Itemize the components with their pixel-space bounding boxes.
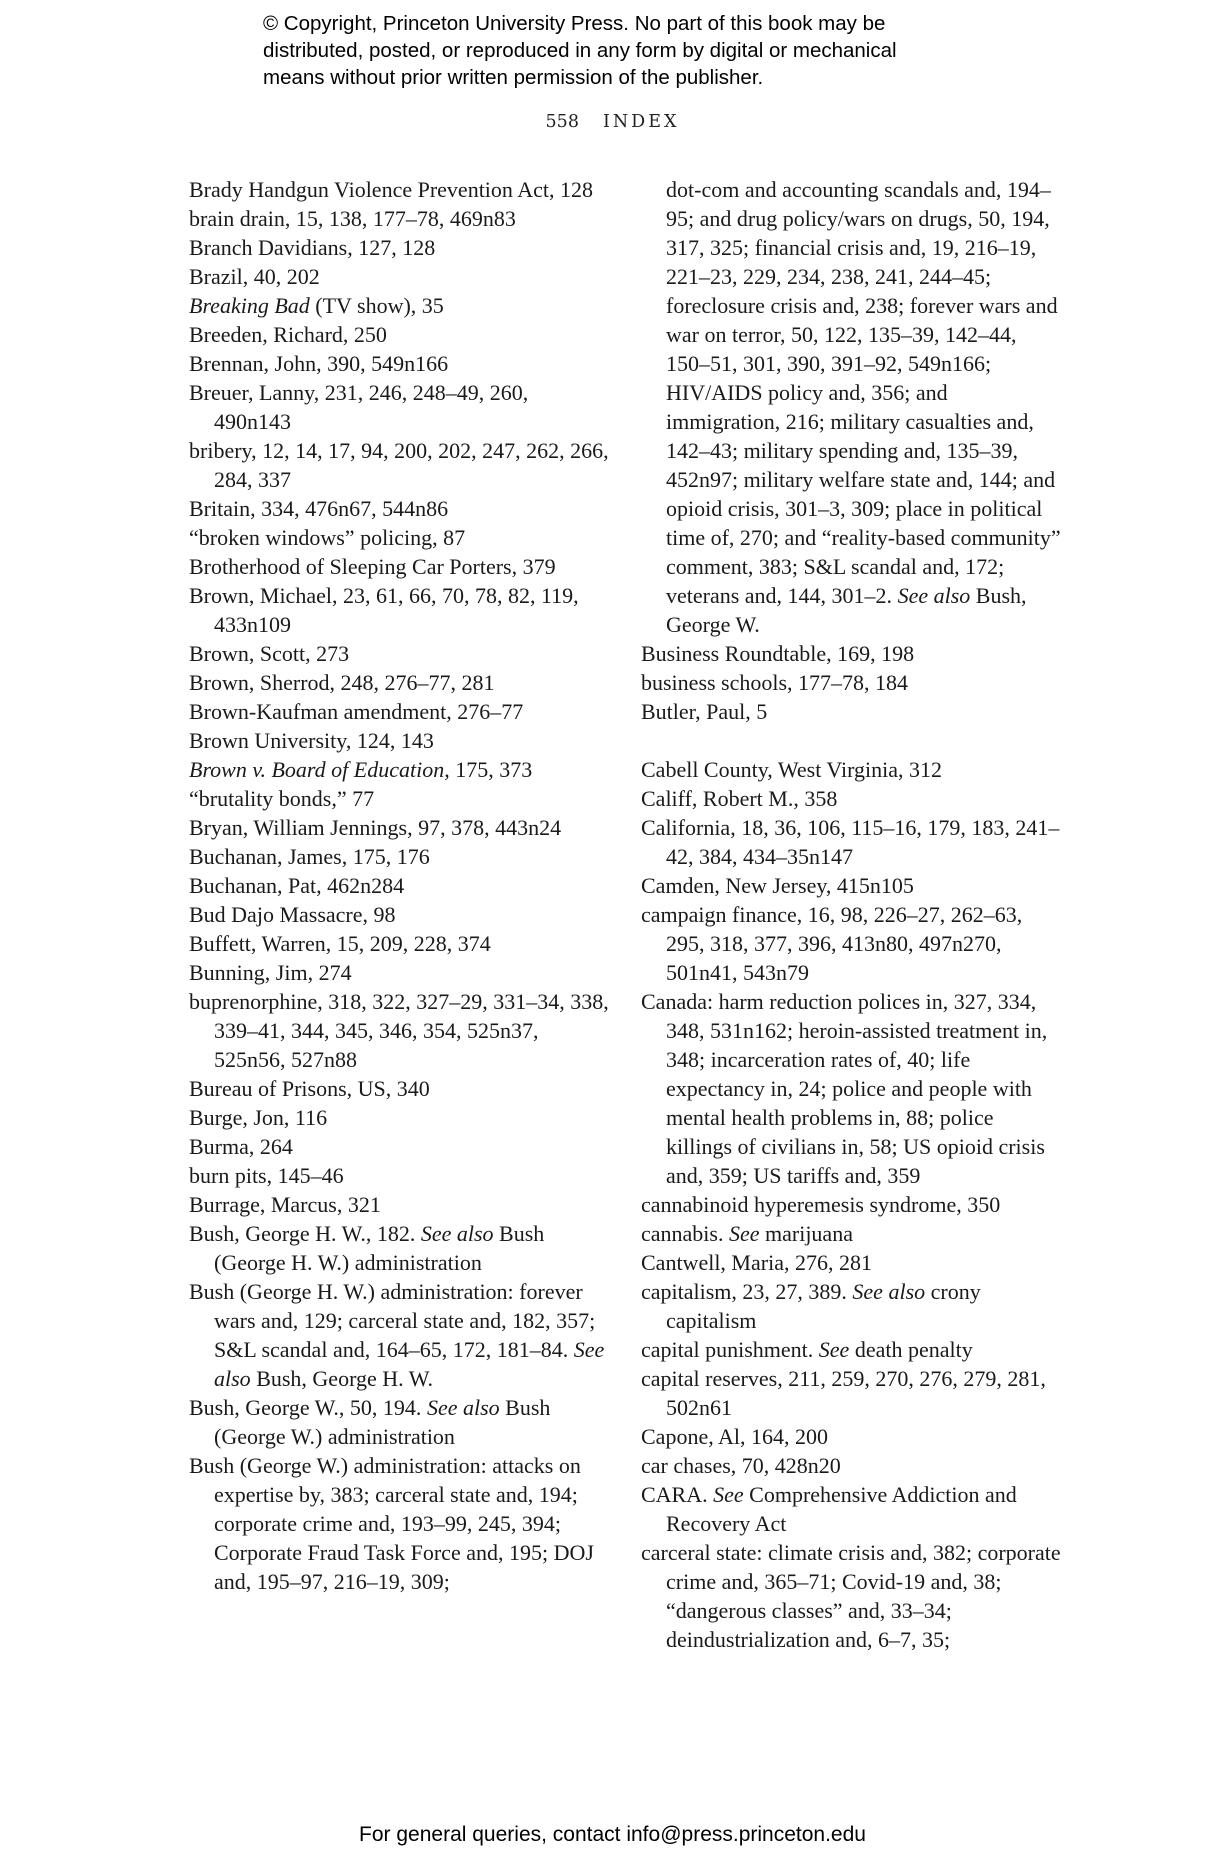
index-entry: Buffett, Warren, 15, 209, 228, 374: [189, 931, 491, 956]
section-title: INDEX: [602, 112, 680, 132]
index-entry: Burrage, Marcus, 321: [189, 1192, 381, 1217]
index-entry: California, 18, 36, 106, 115–16, 179, 183, 241–42, 384, 434–35n147: [641, 815, 1060, 869]
index-column-right: [641, 175, 1061, 1654]
index-entry: Breuer, Lanny, 231, 246, 248–49, 260, 490n143: [189, 380, 529, 434]
index-entry: Brennan, John, 390, 549n166: [189, 351, 449, 376]
index-entry: cannabinoid hyperemesis syndrome, 350: [641, 1192, 1001, 1217]
index-entry: Capone, Al, 164, 200: [641, 1424, 828, 1449]
index-entry: Brazil, 40, 202: [189, 264, 320, 289]
index-entry: capital punishment. See death penalty: [641, 1337, 973, 1362]
index-entry: Branch Davidians, 127, 128: [189, 235, 436, 260]
index-entry: Cabell County, West Virginia, 312: [641, 757, 943, 782]
index-entry: Buchanan, James, 175, 176: [189, 844, 430, 869]
index-entry: car chases, 70, 428n20: [641, 1453, 841, 1478]
index-entry: Bryan, William Jennings, 97, 378, 443n24: [189, 815, 562, 840]
copyright-notice: © Copyright, Princeton University Press. No part of this book may be distributed, posted, or reproduced in any form by digital or mechanical means without prior written permission of the publisher.: [263, 12, 897, 89]
index-entry: Canada: harm reduction polices in, 327, 334, 348, 531n162; heroin-assisted treatment in, 348; incarceration rates of, 40; life expectancy in, 24; police and people with mental health problems in, 88; police killings of civilians in, 58; US opioid crisis and, 359; US tariffs and, 359: [641, 989, 1048, 1188]
index-entry: bribery, 12, 14, 17, 94, 200, 202, 247, 262, 266, 284, 337: [189, 438, 609, 492]
index-entry: Burge, Jon, 116: [189, 1105, 328, 1130]
index-entry: Breeden, Richard, 250: [189, 322, 387, 347]
index-entry: Bureau of Prisons, US, 340: [189, 1076, 430, 1101]
index-entry: “broken windows” policing, 87: [189, 525, 466, 550]
index-entry: “brutality bonds,” 77: [189, 786, 375, 811]
index-entry: dot-com and accounting scandals and, 194–95; and drug policy/wars on drugs, 50, 194, 317, 325; financial crisis and, 19, 216–19, 221–23, 229, 234, 238, 241, 244–45; foreclosure crisis and, 238; forever wars and war on terror, 50, 122, 135–39, 142–44, 150–51, 301, 390, 391–92, 549n166; HIV/AIDS policy and, 356; and immigration, 216; military casualties and, 142–43; military spending and, 135–39, 452n97; military welfare state and, 144; and opioid crisis, 301–3, 309; place in political time of, 270; and “reality-based community” comment, 383; S&L scandal and, 172; veterans and, 144, 301–2. See also Bush, George W.: [666, 177, 1061, 637]
index-entry: Califf, Robert M., 358: [641, 786, 838, 811]
index-entry: Brown, Michael, 23, 61, 66, 70, 78, 82, 119, 433n109: [189, 583, 579, 637]
index-entry: brain drain, 15, 138, 177–78, 469n83: [189, 206, 516, 231]
index-entry: Bush (George W.) administration: attacks on expertise by, 383; carceral state and, 194; corporate crime and, 193–99, 245, 394; Corporate Fraud Task Force and, 195; DOJ and, 195–97, 216–19, 309;: [189, 1453, 594, 1594]
index-entry: Bush, George W., 50, 194. See also Bush (George W.) administration: [189, 1395, 551, 1449]
index-entry: Buchanan, Pat, 462n284: [189, 873, 405, 898]
index-entry: capital reserves, 211, 259, 270, 276, 279, 281, 502n61: [641, 1366, 1046, 1420]
running-head: [0, 112, 1225, 132]
index-entry: Butler, Paul, 5: [641, 699, 768, 724]
index-entry: business schools, 177–78, 184: [641, 670, 909, 695]
index-entry: Bush, George H. W., 182. See also Bush (George H. W.) administration: [189, 1221, 545, 1275]
index-entry: Breaking Bad (TV show), 35: [189, 293, 444, 318]
index-entry: Bush (George H. W.) administration: forever wars and, 129; carceral state and, 182, 357; S&L scandal and, 164–65, 172, 181–84. See also Bush, George H. W.: [189, 1279, 605, 1391]
index-entry: Cantwell, Maria, 276, 281: [641, 1250, 872, 1275]
index-entry: campaign finance, 16, 98, 226–27, 262–63, 295, 318, 377, 396, 413n80, 497n270, 501n41, 543n79: [641, 902, 1023, 985]
index-entry: carceral state: climate crisis and, 382; corporate crime and, 365–71; Covid-19 and, 38; “dangerous classes” and, 33–34; deindustrialization and, 6–7, 35;: [641, 1540, 1061, 1652]
index-column-left: [189, 175, 609, 1596]
index-entry: CARA. See Comprehensive Addiction and Recovery Act: [641, 1482, 1017, 1536]
index-entry: Brown-Kaufman amendment, 276–77: [189, 699, 524, 724]
index-entry: Bunning, Jim, 274: [189, 960, 352, 985]
index-entry: Bud Dajo Massacre, 98: [189, 902, 396, 927]
index-entry: Brady Handgun Violence Prevention Act, 128: [189, 177, 593, 202]
index-entry: buprenorphine, 318, 322, 327–29, 331–34, 338, 339–41, 344, 345, 346, 354, 525n37, 525n56, 527n88: [189, 989, 609, 1072]
index-entry: burn pits, 145–46: [189, 1163, 344, 1188]
index-entry: capitalism, 23, 27, 389. See also crony capitalism: [641, 1279, 981, 1333]
index-entry: Camden, New Jersey, 415n105: [641, 873, 914, 898]
index-entry: Brown, Scott, 273: [189, 641, 350, 666]
index-entry: Brown, Sherrod, 248, 276–77, 281: [189, 670, 495, 695]
index-entry: Brown University, 124, 143: [189, 728, 434, 753]
index-entry: Business Roundtable, 169, 198: [641, 641, 915, 666]
footer-contact: For general queries, contact info@press.princeton.edu: [359, 1823, 866, 1846]
index-entry: Brotherhood of Sleeping Car Porters, 379: [189, 554, 556, 579]
index-entry: cannabis. See marijuana: [641, 1221, 853, 1246]
index-entry: Brown v. Board of Education, 175, 373: [189, 757, 533, 782]
index-entry: Burma, 264: [189, 1134, 293, 1159]
page-number: 558: [545, 112, 579, 132]
index-entry: Britain, 334, 476n67, 544n86: [189, 496, 449, 521]
